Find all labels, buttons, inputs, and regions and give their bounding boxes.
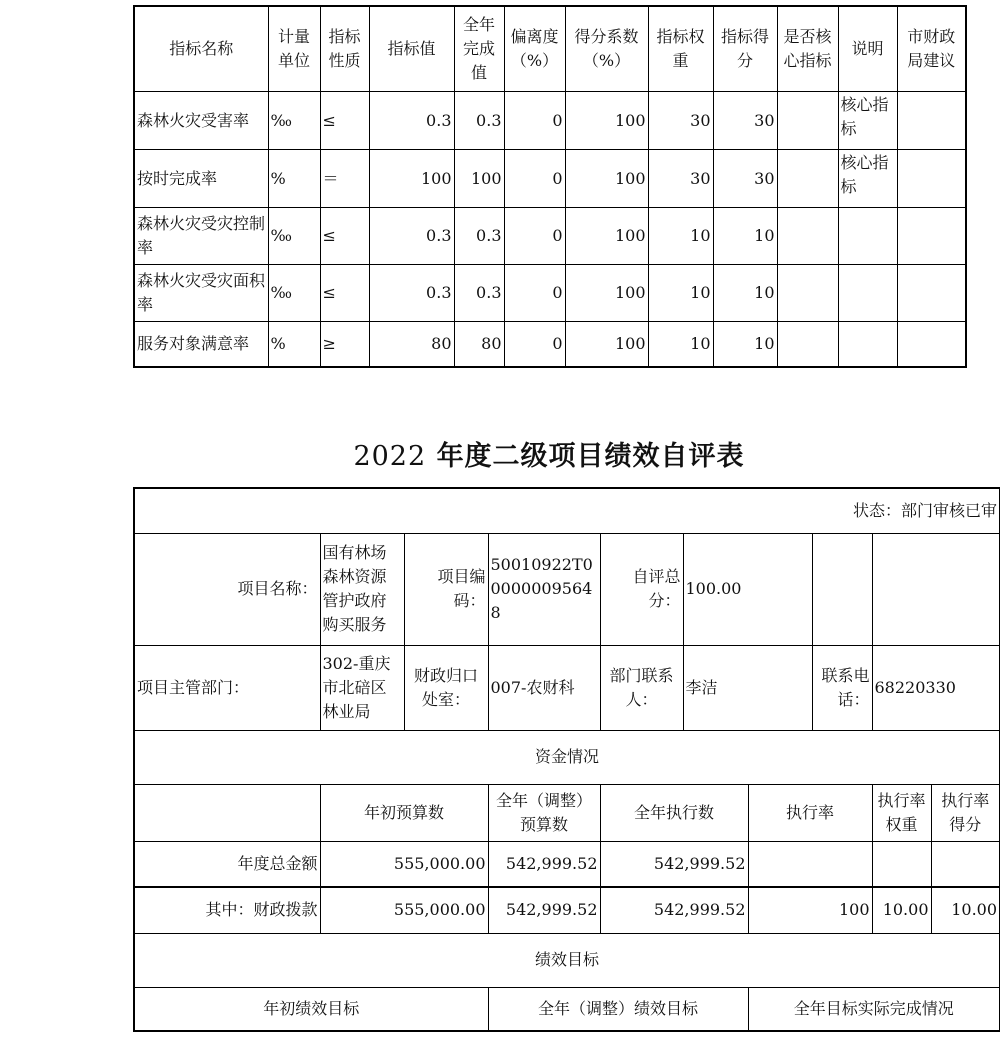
funds-row [134, 887, 1000, 933]
page-title [0, 434, 1000, 473]
score-cell: 10 [713, 322, 777, 367]
rate-score [931, 841, 1000, 887]
unit-cell: ‰ [268, 265, 320, 322]
contact-value: 李洁 [683, 645, 812, 730]
status-row [134, 488, 1000, 533]
table-row [134, 208, 966, 265]
target-cell: 100 [369, 150, 454, 208]
total-score-value: 100.00 [683, 533, 812, 645]
unit-cell: ‰ [268, 208, 320, 265]
advice-cell [897, 150, 966, 208]
deviation-cell: 0 [504, 208, 565, 265]
indicator-table [133, 5, 967, 368]
execution-rate: 100 [748, 887, 872, 933]
note-cell [838, 265, 897, 322]
phone-value: 68220330 [872, 645, 1000, 730]
nature-cell: ≥ [320, 322, 369, 367]
table-row [134, 150, 966, 208]
empty-cell [872, 533, 1000, 645]
nature-cell: ＝ [320, 150, 369, 208]
project-code-value: 50010922T000000095648 [488, 533, 600, 645]
funds-header: 年初预算数 [320, 784, 488, 841]
target-cell: 0.3 [369, 208, 454, 265]
target-cell: 80 [369, 322, 454, 367]
header-cell: 得分系数（%） [565, 6, 648, 92]
funds-header: 全年（调整）预算数 [488, 784, 600, 841]
indicator-header-row [134, 6, 966, 92]
table-row [134, 265, 966, 322]
nature-cell: ≤ [320, 208, 369, 265]
rate-score: 10.00 [931, 887, 1000, 933]
perf-header: 全年目标实际完成情况 [748, 987, 1000, 1031]
advice-cell [897, 265, 966, 322]
coef-cell: 100 [565, 208, 648, 265]
executed-amount: 542,999.52 [600, 887, 748, 933]
deviation-cell: 0 [504, 150, 565, 208]
funds-row-label: 年度总金额 [134, 841, 320, 887]
deviation-cell: 0 [504, 265, 565, 322]
score-cell: 30 [713, 92, 777, 150]
core-cell [777, 150, 838, 208]
score-cell: 10 [713, 265, 777, 322]
rate-weight: 10.00 [872, 887, 931, 933]
funds-header: 执行率权重 [872, 784, 931, 841]
table-row [134, 322, 966, 367]
note-cell: 核心指标 [838, 92, 897, 150]
header-cell: 计量单位 [268, 6, 320, 92]
indicator-name: 按时完成率 [134, 150, 268, 208]
rate-weight [872, 841, 931, 887]
coef-cell: 100 [565, 150, 648, 208]
advice-cell [897, 92, 966, 150]
advice-cell [897, 322, 966, 367]
perf-section-title: 绩效目标 [134, 933, 1000, 987]
perf-header-row [134, 987, 1000, 1031]
perf-header: 全年（调整）绩效目标 [488, 987, 748, 1031]
nature-cell: ≤ [320, 92, 369, 150]
header-cell: 说明 [838, 6, 897, 92]
actual-cell: 0.3 [454, 265, 504, 322]
dept-value: 302-重庆市北碚区林业局 [320, 645, 404, 730]
execution-rate [748, 841, 872, 887]
perf-header: 年初绩效目标 [134, 987, 488, 1031]
weight-cell: 10 [648, 322, 713, 367]
dept-info-row [134, 645, 1000, 730]
funds-header-row [134, 784, 1000, 841]
weight-cell: 30 [648, 92, 713, 150]
header-cell: 全年完成值 [454, 6, 504, 92]
header-cell: 是否核心指标 [777, 6, 838, 92]
self-eval-table [133, 487, 1000, 1032]
unit-cell: ‰ [268, 92, 320, 150]
actual-cell: 0.3 [454, 92, 504, 150]
unit-cell: % [268, 150, 320, 208]
adjusted-budget: 542,999.52 [488, 841, 600, 887]
indicator-name: 森林火灾受害率 [134, 92, 268, 150]
score-cell: 10 [713, 208, 777, 265]
finance-office-label: 财政归口处室： [404, 645, 488, 730]
deviation-cell: 0 [504, 92, 565, 150]
coef-cell: 100 [565, 322, 648, 367]
weight-cell: 30 [648, 150, 713, 208]
core-cell [777, 92, 838, 150]
empty-cell [812, 533, 872, 645]
title-year: 2022 [353, 441, 427, 472]
dept-label: 项目主管部门： [134, 645, 320, 730]
deviation-cell: 0 [504, 322, 565, 367]
header-cell: 指标名称 [134, 6, 268, 92]
coef-cell: 100 [565, 265, 648, 322]
core-cell [777, 208, 838, 265]
project-info-row [134, 533, 1000, 645]
perf-section-row [134, 933, 1000, 987]
indicator-name: 服务对象满意率 [134, 322, 268, 367]
header-cell: 偏离度（%） [504, 6, 565, 92]
funds-header: 全年执行数 [600, 784, 748, 841]
table-row [134, 92, 966, 150]
core-cell [777, 265, 838, 322]
total-score-label: 自评总分： [600, 533, 683, 645]
weight-cell: 10 [648, 208, 713, 265]
funds-row-label: 其中：财政拨款 [134, 887, 320, 933]
actual-cell: 80 [454, 322, 504, 367]
header-cell: 指标性质 [320, 6, 369, 92]
indicator-name: 森林火灾受灾面积率 [134, 265, 268, 322]
project-name-label: 项目名称： [134, 533, 320, 645]
empty-cell [134, 784, 320, 841]
funds-section-row [134, 730, 1000, 784]
target-cell: 0.3 [369, 265, 454, 322]
weight-cell: 10 [648, 265, 713, 322]
finance-office-value: 007-农财科 [488, 645, 600, 730]
header-cell: 指标值 [369, 6, 454, 92]
title-text: 年度二级项目绩效自评表 [436, 441, 745, 472]
note-cell [838, 208, 897, 265]
initial-budget: 555,000.00 [320, 887, 488, 933]
note-cell: 核心指标 [838, 150, 897, 208]
coef-cell: 100 [565, 92, 648, 150]
score-cell: 30 [713, 150, 777, 208]
project-code-label: 项目编码： [404, 533, 488, 645]
header-cell: 指标权重 [648, 6, 713, 92]
funds-header: 执行率 [748, 784, 872, 841]
project-name-value: 国有林场森林资源管护政府购买服务 [320, 533, 404, 645]
contact-label: 部门联系人： [600, 645, 683, 730]
header-cell: 指标得分 [713, 6, 777, 92]
advice-cell [897, 208, 966, 265]
adjusted-budget: 542,999.52 [488, 887, 600, 933]
unit-cell: % [268, 322, 320, 367]
initial-budget: 555,000.00 [320, 841, 488, 887]
funds-header: 执行率得分 [931, 784, 1000, 841]
phone-label: 联系电话： [812, 645, 872, 730]
status-text: 状态：部门审核已审 [134, 488, 1000, 533]
header-cell: 市财政局建议 [897, 6, 966, 92]
funds-row [134, 841, 1000, 887]
actual-cell: 100 [454, 150, 504, 208]
note-cell [838, 322, 897, 367]
target-cell: 0.3 [369, 92, 454, 150]
core-cell [777, 322, 838, 367]
actual-cell: 0.3 [454, 208, 504, 265]
indicator-name: 森林火灾受灾控制率 [134, 208, 268, 265]
funds-section-title: 资金情况 [134, 730, 1000, 784]
nature-cell: ≤ [320, 265, 369, 322]
executed-amount: 542,999.52 [600, 841, 748, 887]
